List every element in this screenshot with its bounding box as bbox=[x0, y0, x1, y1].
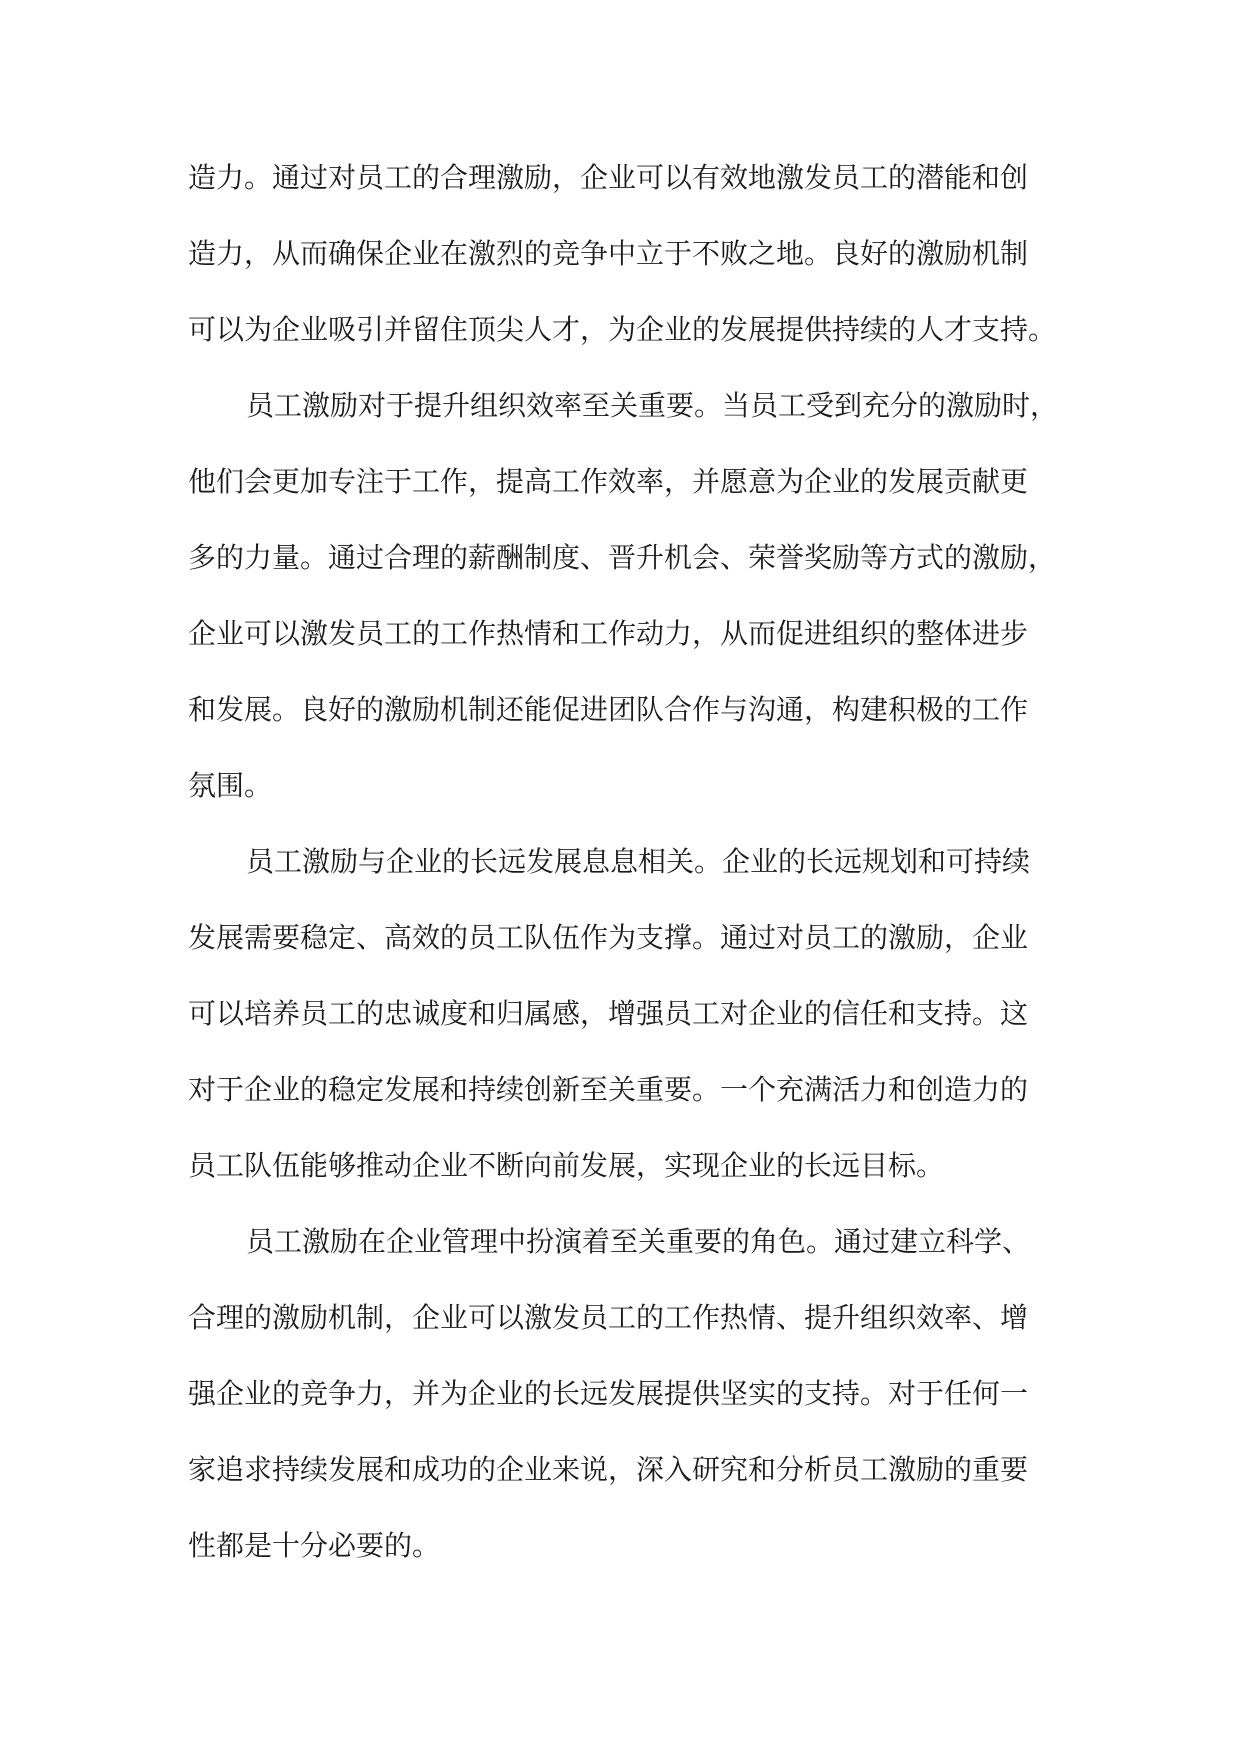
text-line: 氛围。 bbox=[188, 769, 273, 802]
text-line: 多的力量。通过合理的薪酬制度、晋升机会、荣誉奖励等方式的激励， bbox=[188, 541, 1057, 574]
text-line: 合理的激励机制，企业可以激发员工的工作热情、提升组织效率、增 bbox=[188, 1301, 1029, 1334]
text-line: 对于企业的稳定发展和持续创新至关重要。一个充满活力和创造力的 bbox=[188, 1073, 1029, 1106]
body-text bbox=[188, 140, 1058, 1584]
paragraph-first-line: 员工激励对于提升组织效率至关重要。当员工受到充分的激励时， bbox=[246, 389, 1059, 422]
paragraph-first-line: 员工激励在企业管理中扮演着至关重要的角色。通过建立科学、 bbox=[246, 1225, 1031, 1258]
text-line: 他们会更加专注于工作，提高工作效率，并愿意为企业的发展贡献更 bbox=[188, 465, 1029, 498]
text-line: 和发展。良好的激励机制还能促进团队合作与沟通，构建积极的工作 bbox=[188, 693, 1029, 726]
paragraph-first-line: 员工激励与企业的长远发展息息相关。企业的长远规划和可持续 bbox=[246, 845, 1031, 878]
text-line: 企业可以激发员工的工作热情和工作动力，从而促进组织的整体进步 bbox=[188, 617, 1029, 650]
text-line: 强企业的竞争力，并为企业的长远发展提供坚实的支持。对于任何一 bbox=[188, 1377, 1029, 1410]
text-line: 造力，从而确保企业在激烈的竞争中立于不败之地。良好的激励机制 bbox=[188, 237, 1029, 270]
text-line: 造力。通过对员工的合理激励，企业可以有效地激发员工的潜能和创 bbox=[188, 161, 1029, 194]
text-line: 可以为企业吸引并留住顶尖人才，为企业的发展提供持续的人才支持。 bbox=[188, 313, 1057, 346]
text-line: 性都是十分必要的。 bbox=[188, 1529, 441, 1562]
text-line: 可以培养员工的忠诚度和归属感，增强员工对企业的信任和支持。这 bbox=[188, 997, 1029, 1030]
text-line: 发展需要稳定、高效的员工队伍作为支撑。通过对员工的激励，企业 bbox=[188, 921, 1029, 954]
text-line: 员工队伍能够推动企业不断向前发展，实现企业的长远目标。 bbox=[188, 1149, 945, 1182]
text-line: 家追求持续发展和成功的企业来说，深入研究和分析员工激励的重要 bbox=[188, 1453, 1029, 1486]
